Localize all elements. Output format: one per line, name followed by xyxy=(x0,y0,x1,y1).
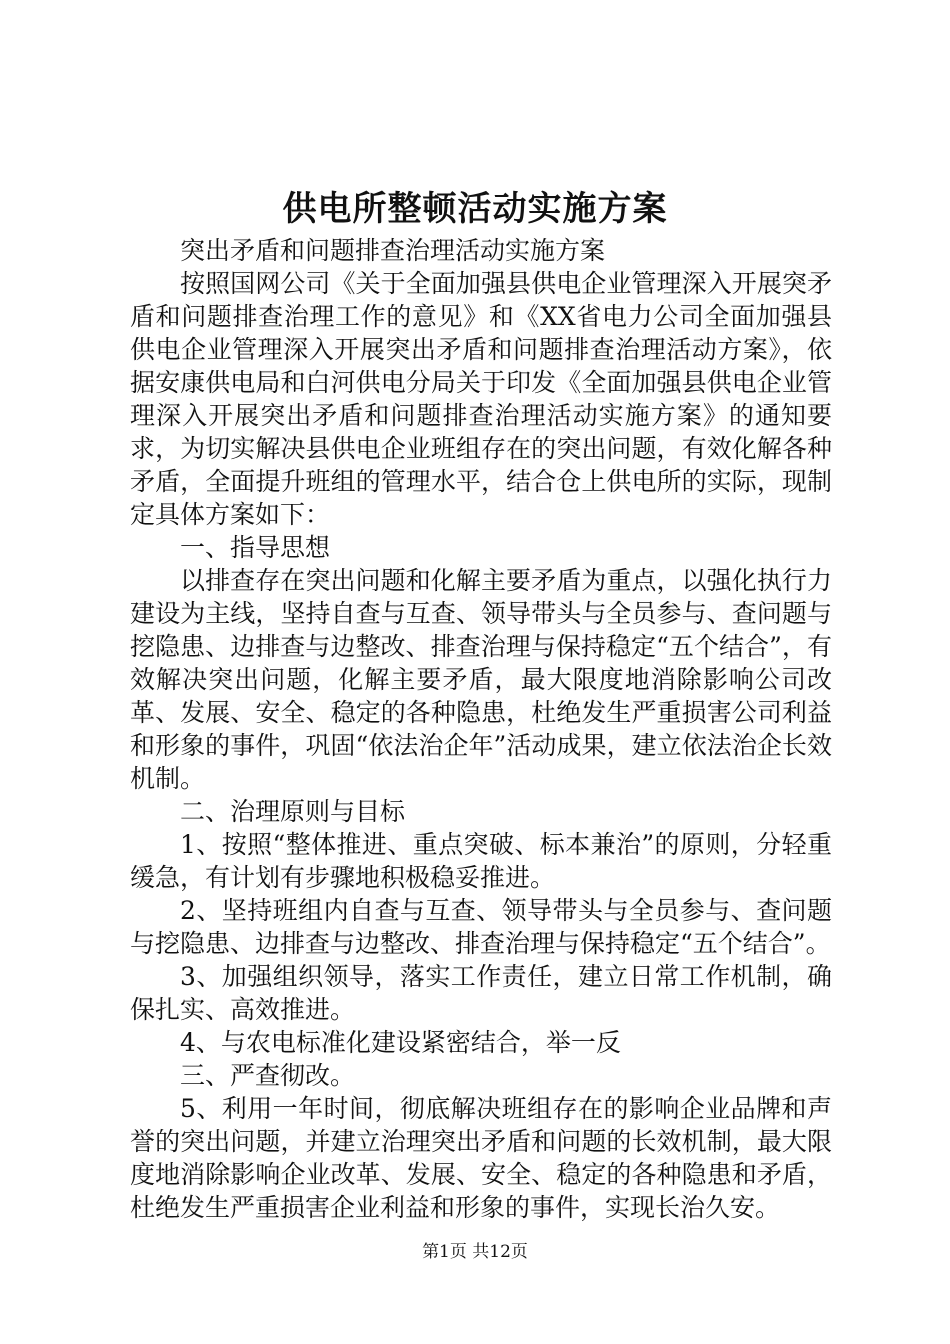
paragraph-principle-1: 1、按照“整体推进、重点突破、标本兼治”的原则，分轻重缓急，有计划有步骤地积极稳妥推进。 xyxy=(130,830,832,892)
section-heading-strict-check: 三、严查彻改。 xyxy=(180,1061,356,1090)
paragraph-principle-2: 2、坚持班组内自查与互查、领导带头与全员参与、查问题与挖隐患、边排查与边整改、排查治理与保持稳定“五个结合”。 xyxy=(130,896,832,958)
document-title: 供电所整顿活动实施方案 xyxy=(282,189,668,229)
section-heading-guiding-thought: 一、指导思想 xyxy=(180,533,331,562)
document-body xyxy=(130,234,832,1224)
paragraph-subtitle: 突出矛盾和问题排查治理活动实施方案 xyxy=(180,236,606,265)
paragraph-principle-4: 4、与农电标准化建设紧密结合，举一反 xyxy=(180,1028,621,1057)
paragraph-principle-3: 3、加强组织领导，落实工作责任，建立日常工作机制，确保扎实、高效推进。 xyxy=(130,962,832,1024)
paragraph-principle-5: 5、利用一年时间，彻底解决班组存在的影响企业品牌和声誉的突出问题，并建立治理突出矛盾和问题的长效机制，最大限度地消除影响企业改革、发展、安全、稳定的各种隐患和矛盾，杜绝发生严重损害企业利益和形象的事件，实现长治久安。 xyxy=(130,1094,832,1222)
paragraph-guiding-thought: 以排查存在突出问题和化解主要矛盾为重点，以强化执行力建设为主线，坚持自查与互查、领导带头与全员参与、查问题与挖隐患、边排查与边整改、排查治理与保持稳定“五个结合”，有效解决突出问题，化解主要矛盾，最大限度地消除影响公司改革、发展、安全、稳定的各种隐患，杜绝发生严重损害公司利益和形象的事件，巩固“依法治企年”活动成果，建立依法治企长效机制。 xyxy=(130,566,832,793)
section-heading-principles: 二、治理原则与目标 xyxy=(180,797,406,826)
paragraph-intro: 按照国网公司《关于全面加强县供电企业管理深入开展突矛盾和问题排查治理工作的意见》和《XX省电力公司全面加强县供电企业管理深入开展突出矛盾和问题排查治理活动方案》，依据安康供电局和白河供电分局关于印发《全面加强县供电企业管理深入开展突出矛盾和问题排查治理活动实施方案》的通知要求，为切实解决县供电企业班组存在的突出问题，有效化解各种矛盾，全面提升班组的管理水平，结合仓上供电所的实际，现制定具体方案如下： xyxy=(130,269,832,529)
page-number-footer: 第1页 共12页 xyxy=(422,1242,528,1262)
